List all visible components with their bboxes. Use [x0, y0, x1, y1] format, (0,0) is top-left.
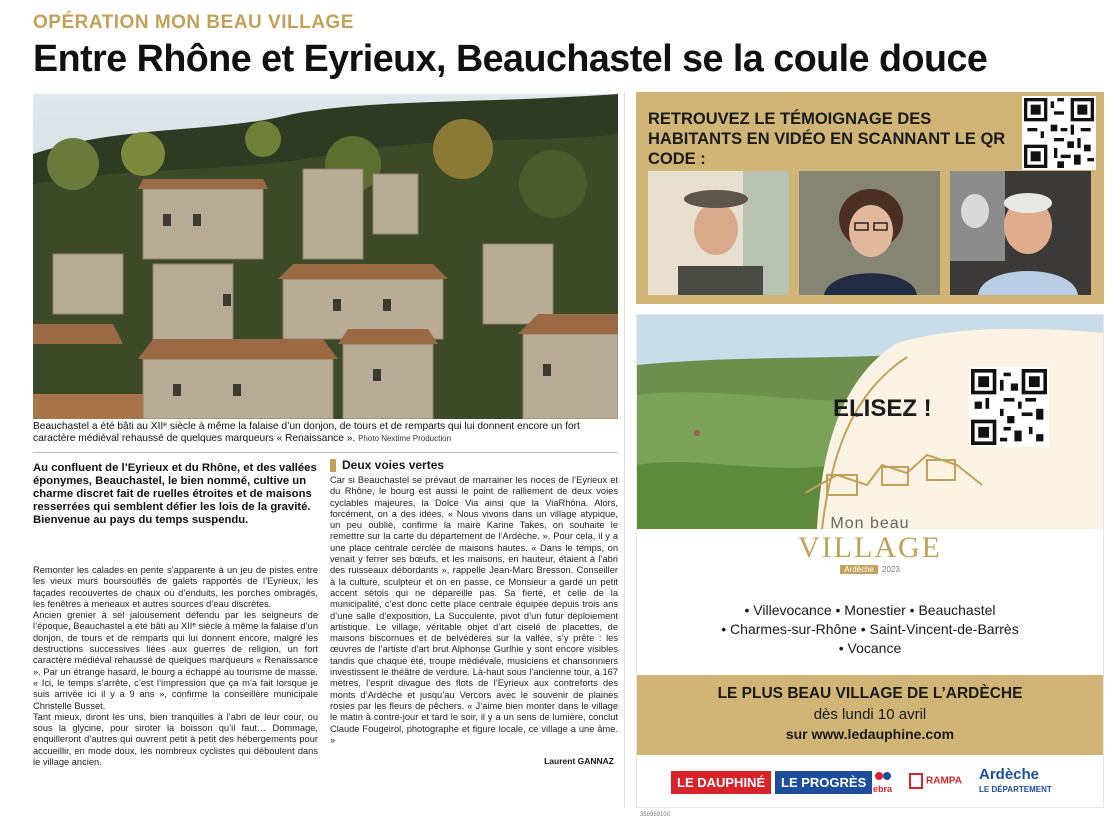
subhead-marker: [330, 459, 336, 472]
advertisement: [636, 314, 1104, 808]
video-thumbnail-3[interactable]: [950, 171, 1091, 295]
paragraph: Remonter les calades en pente s’apparente à un jeu de pistes entre les vieux murs boursouflés de galets rapportés de l’Eyrieux, les façades recouvertes de chaux ou d’enduits, les porches ombragés, les fenêtres à meneaux et autres sources d’eau discrètes.: [33, 565, 318, 609]
testimonial-title: RETROUVEZ LE TÉMOIGNAGE DES HABITANTS EN VIDÉO EN SCANNANT LE QR CODE :: [648, 110, 1006, 168]
ad-village-list: [637, 601, 1103, 658]
kicker: OPÉRATION MON BEAU VILLAGE: [33, 12, 354, 33]
logo-ardeche-text: Ardèche: [979, 766, 1040, 783]
caption-text: Beauchastel a été bâti au XIIᵉ siècle à même la falaise d’un donjon, de tours et de remparts qui lui donnent encore un fort caractère médiéval rehaussé de quelques marqueurs « Renaissance ».: [33, 421, 580, 444]
ad-village-line: • Villevocance • Monestier • Beauchastel: [744, 602, 996, 618]
article-column-2: [330, 458, 618, 766]
qr-code[interactable]: [1022, 96, 1096, 170]
logo-ardeche: [979, 767, 1052, 797]
logo-ebra: [873, 769, 892, 794]
paragraph: Car si Beauchastel se prévaut de marrainer les noces de l’Eyrieux et du Rhône, le bourg est aussi le point de ralliement de deux voies cyclables majeures, la Dolce Via ainsi que la ViaRhôna. Alors, forcément, on a des idées. « Nous vivons dans un village atypique, un peu oublié, confirme la maire Karine Takes, on souhaite le remettre sur la carte du département de l’Ardèche. ». Pour cela, il y a une place centrale cerclée de maisons hautes. « Dans le temps, on venait y ferrer ses bœufs, et les maisons, en hauteur, étaient à l’abri des ruisseaux débordants », rappelle Jean-Marc Bresson. Conseiller à la culture, sculpteur et on en passe, ce Monsieur a gardé un petit accent sétois qui ne dépareille pas. Sa fierté, et celle de la municipalité, c’est donc cette place centrale équipée depuis trois ans d’une salle d’exposition, La Succulente, pivot d’un futur déploiement artistique. Le village, véritable objet d’art ciselé de placettes, de maisons biscornues et de belvédères sur la vallée, s’y prête : les œuvres de l’artiste d’art brut Alphonse Gurlhie y sont encore visibles tandis que chaque été, troupe médiévale, musiciens et chansonniers investissent le théâtre de verdure. Là-haut sous l’ancienne tour, à 167 mètres, l’esprit divague des flots de l’Eyrieux aux contreforts des monts d’Ardèche et jusqu’au Vercors avec le souvenir de plaines rosies par les fleurs de pêchers. « J’aime bien monter dans le village le matin à contre-jour et tard le soir, il y a un sens de lumière, conclut Claude Fougeirol, photographe et figure locale, ce village a une âme. »: [330, 475, 618, 745]
subhead-text: Deux voies vertes: [342, 458, 445, 472]
ad-band-title: LE PLUS BEAU VILLAGE DE L’ARDÈCHE: [717, 685, 1023, 702]
ad-brand-village: VILLAGE: [798, 531, 942, 564]
subhead: [330, 458, 618, 472]
logo-ardeche-sub: LE DÉPARTEMENT: [979, 785, 1052, 794]
logo-rampa: [909, 773, 962, 789]
ad-band-url[interactable]: sur www.ledauphine.com: [785, 726, 955, 742]
author-signature: Laurent GANNAZ: [544, 756, 614, 767]
logo-rampa-text: RAMPA: [926, 775, 962, 787]
paragraph: Tant mieux, diront les uns, bien tranquilles à l’abri de leur cour, ou sous la glycine, pour siroter la boisson qu’il faut… Dommage, enquilleront d’autres qui ouvrent petit à petit des hébergements pour accueillir, en mode doux, les nombreux cyclistes qui déboulent dans le village ancien.: [33, 711, 318, 768]
ad-brand-dept: Ardèche: [840, 565, 878, 574]
footer-code: 350959100: [640, 812, 671, 818]
video-thumbnail-1[interactable]: [648, 171, 789, 295]
paragraph: Ancien grenier à sel jalousement défendu par les seigneurs de l’époque, Beauchastel a été bâti au XIIᵉ siècle à même la falaise d’un donjon, de tours et de remparts qui lui donnent encore, malgré les destructions successives liées aux guerres de religion, un fort caractère médiéval rehaussé de quelques marqueurs « Renaissance ». Par un étrange hasard, le bourg a échappé au tourisme de masse. « Ici, le temps s’arrête, c’est l’impression que ça m’a fait lorsque je suis arrivée ici il y a 9 ans », confirme la conseillère municipale Christelle Busset.: [33, 610, 318, 711]
ad-logos: [637, 761, 1103, 805]
ad-village-line: • Charmes-sur-Rhône • Saint-Vincent-de-Barrès: [721, 621, 1019, 637]
rampa-icon: [909, 773, 923, 789]
video-thumbnail-2[interactable]: [799, 171, 940, 295]
headline: Entre Rhône et Eyrieux, Beauchastel se la coule douce: [33, 38, 988, 80]
caption-credit: Photo Nextime Production: [358, 434, 452, 443]
photo-caption: [33, 421, 618, 445]
divider: [33, 452, 618, 453]
ad-brand-subline: [637, 565, 1103, 574]
logo-le-dauphine: LE DAUPHINÉ: [671, 771, 771, 794]
logo-ebra-text: ebra: [873, 784, 893, 794]
column-divider: [624, 92, 625, 807]
article-column-1: [33, 565, 318, 768]
ad-qr-code[interactable]: [969, 367, 1049, 447]
ad-landscape: [637, 315, 1103, 529]
ebra-icon: [874, 769, 892, 783]
ad-elisez: ELISEZ !: [833, 395, 932, 422]
ad-brand-mon: Mon beau: [830, 515, 910, 532]
ad-band: [637, 675, 1103, 755]
logo-le-progres: LE PROGRÈS: [775, 771, 872, 794]
ad-brand-year: 2023: [882, 565, 900, 574]
lead-paragraph: Au confluent de l’Eyrieux et du Rhône, et des vallées éponymes, Beauchastel, le bien nommé, cultive un charme discret fait de ruelles étroites et de maisons resserrées qui semblent défier les lois de la gravité. Bienvenue au pays du temps suspendu.: [33, 462, 317, 526]
testimonial-box: [636, 92, 1104, 304]
ad-village-line: • Vocance: [838, 640, 902, 656]
ad-band-date: dès lundi 10 avril: [813, 706, 927, 723]
village-photo: [33, 94, 618, 419]
